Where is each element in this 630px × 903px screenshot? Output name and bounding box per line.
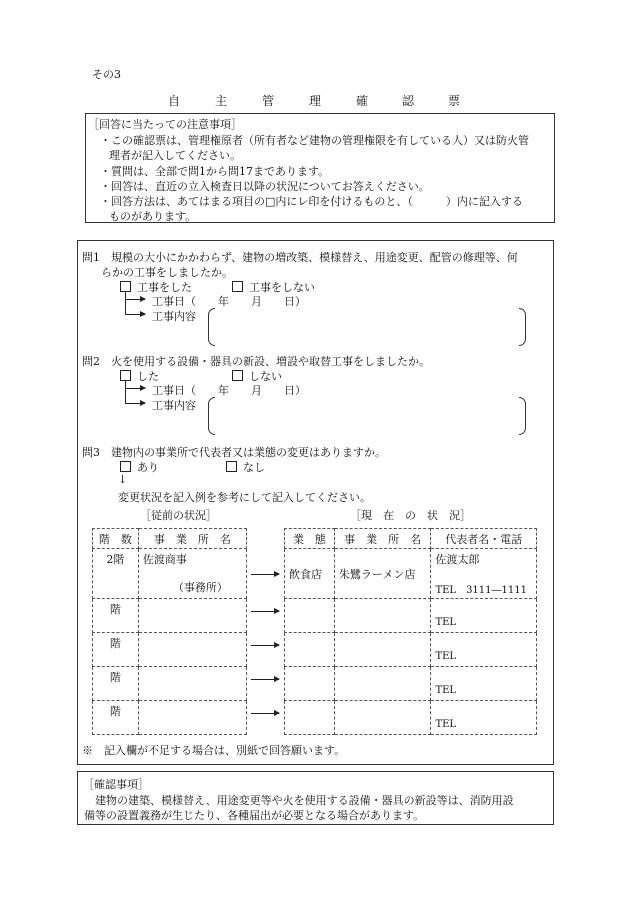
- business-cell[interactable]: [285, 599, 335, 633]
- office-cell[interactable]: [138, 701, 246, 735]
- confirm-line: 建物の建築、模様替え、用途変更等や火を使用する設備・器具の新設等は、消防用設: [84, 794, 514, 807]
- floor-cell[interactable]: 階: [93, 701, 139, 735]
- after-table: [284, 528, 537, 735]
- form-title-char: 主: [215, 94, 228, 108]
- business-cell[interactable]: [285, 633, 335, 667]
- header-business: 業 態: [285, 529, 335, 549]
- business-cell[interactable]: 飲食店: [285, 549, 335, 599]
- option-label: なし: [243, 461, 265, 474]
- q1-content-bracket-right: [519, 308, 526, 346]
- office-cell[interactable]: [138, 633, 246, 667]
- q3-option-no[interactable]: [226, 459, 265, 475]
- floor-cell[interactable]: 階: [93, 633, 139, 667]
- rep-tel: TEL 3111―1111: [435, 585, 527, 596]
- option-label: あり: [137, 461, 159, 474]
- business-cell[interactable]: [285, 701, 335, 735]
- business-cell[interactable]: [285, 667, 335, 701]
- representative-cell[interactable]: [431, 599, 537, 633]
- notice-item: ・質問は、全部で問1から問17まであります。: [100, 165, 330, 178]
- representative-cell[interactable]: [431, 549, 537, 599]
- floor-cell[interactable]: 階: [93, 599, 139, 633]
- arrow-icon: [251, 611, 279, 612]
- form-number: その3: [92, 68, 121, 81]
- form-title-char: 票: [448, 94, 461, 108]
- option-label: 工事をした: [137, 281, 192, 294]
- notice-item: ものがあります。: [109, 210, 197, 223]
- arrow-icon: [251, 713, 279, 714]
- floor-cell[interactable]: 階: [93, 667, 139, 701]
- arrow-icon: [251, 679, 279, 680]
- q1-date-field[interactable]: 工事日（ 年 月 日）: [152, 295, 306, 308]
- arrow-icon: [125, 403, 145, 404]
- rep-tel: TEL: [435, 617, 457, 628]
- option-label: しない: [249, 370, 282, 383]
- header-office: 事 業 所 名: [334, 529, 431, 549]
- rep-tel: TEL: [435, 719, 457, 730]
- q2-date-field[interactable]: 工事日（ 年 月 日）: [152, 384, 306, 397]
- q2-text: 問2 火を使用する設備・器具の新設、増設や取替工事をしましたか。: [82, 355, 430, 368]
- option-label: 工事をしない: [249, 281, 315, 294]
- before-table: [92, 528, 247, 735]
- office-sub: （事務所）: [172, 581, 228, 594]
- q2-content-bracket-left: [208, 397, 215, 435]
- office-name: 佐渡商事: [142, 553, 187, 566]
- confirm-heading: ［確認事項］: [83, 778, 149, 791]
- arrow-icon: [125, 388, 145, 389]
- notice-item: 理者が記入してください。: [109, 149, 241, 162]
- q1-content-field[interactable]: [216, 310, 516, 342]
- office-cell[interactable]: [138, 549, 246, 599]
- q1-tree-line: [125, 292, 126, 314]
- form-title-char: 自: [168, 94, 181, 108]
- q1-text: 問1 規模の大小にかかわらず、建物の増改築、模様替え、用途変更、配管の修理等、何: [82, 251, 518, 264]
- option-label: した: [137, 370, 159, 383]
- checkbox[interactable]: [120, 461, 131, 472]
- form-title-char: 管: [262, 94, 275, 108]
- floor-cell[interactable]: 2階: [93, 549, 139, 599]
- checkbox[interactable]: [120, 281, 131, 292]
- form-title-char: 認: [402, 94, 415, 108]
- notice-item: ・回答は、直近の立入検査日以降の状況についてお答えください。: [100, 180, 430, 193]
- q2-content-field[interactable]: [216, 399, 516, 431]
- office-cell[interactable]: [334, 701, 431, 735]
- header-office: 事 業 所 名: [138, 529, 246, 549]
- arrow-icon: [251, 645, 279, 646]
- checkbox[interactable]: [232, 370, 243, 381]
- notice-heading: ［回答に当たっての注意事項］: [88, 118, 242, 131]
- down-arrow-icon: ↓: [118, 473, 128, 486]
- form-title-char: 理: [309, 94, 322, 108]
- notice-item: ・この確認票は、管理権原者（所有者など建物の管理権限を有している人）又は防火管: [100, 134, 529, 147]
- checkbox[interactable]: [120, 370, 131, 381]
- office-cell[interactable]: [334, 599, 431, 633]
- representative-cell[interactable]: [431, 701, 537, 735]
- rep-name: 佐渡太郎: [435, 553, 480, 566]
- representative-cell[interactable]: [431, 667, 537, 701]
- q3-text: 問3 建物内の事業所で代表者又は業態の変更はありますか。: [82, 446, 386, 459]
- q1-text-cont: らかの工事をしましたか。: [101, 266, 233, 279]
- arrow-icon: [251, 574, 279, 575]
- q3-instruction: 変更状況を記入例を参考にして記入してください。: [118, 491, 371, 504]
- office-cell[interactable]: 朱鷺ラーメン店: [334, 549, 431, 599]
- q2-content-label: 工事内容: [152, 399, 196, 412]
- office-cell[interactable]: [334, 667, 431, 701]
- q2-content-bracket-right: [519, 397, 526, 435]
- confirm-line: 備等の設置義務が生じたり、各種届出が必要となる場合があります。: [84, 809, 425, 822]
- rep-tel: TEL: [435, 651, 457, 662]
- q1-content-bracket-left: [208, 308, 215, 346]
- after-label: ［現 在 の 状 況］: [350, 509, 471, 522]
- office-cell[interactable]: [334, 633, 431, 667]
- header-floor: 階 数: [93, 529, 139, 549]
- q1-content-label: 工事内容: [152, 310, 196, 323]
- representative-cell[interactable]: [431, 633, 537, 667]
- office-cell[interactable]: [138, 599, 246, 633]
- footnote: ※ 記入欄が不足する場合は、別紙で回答願います。: [82, 744, 346, 757]
- q2-tree-line: [125, 381, 126, 403]
- arrow-icon: [125, 314, 145, 315]
- office-cell[interactable]: [138, 667, 246, 701]
- checkbox[interactable]: [232, 281, 243, 292]
- arrow-icon: [125, 299, 145, 300]
- notice-item: ・回答方法は、あてはまる項目の□内にレ印を付けるものと、（ ）内に記入する: [100, 195, 523, 208]
- before-label: ［従前の状況］: [140, 509, 217, 522]
- header-representative: 代表者名・電話: [431, 529, 537, 549]
- form-title-char: 確: [356, 94, 369, 108]
- rep-tel: TEL: [435, 685, 457, 696]
- checkbox[interactable]: [226, 461, 237, 472]
